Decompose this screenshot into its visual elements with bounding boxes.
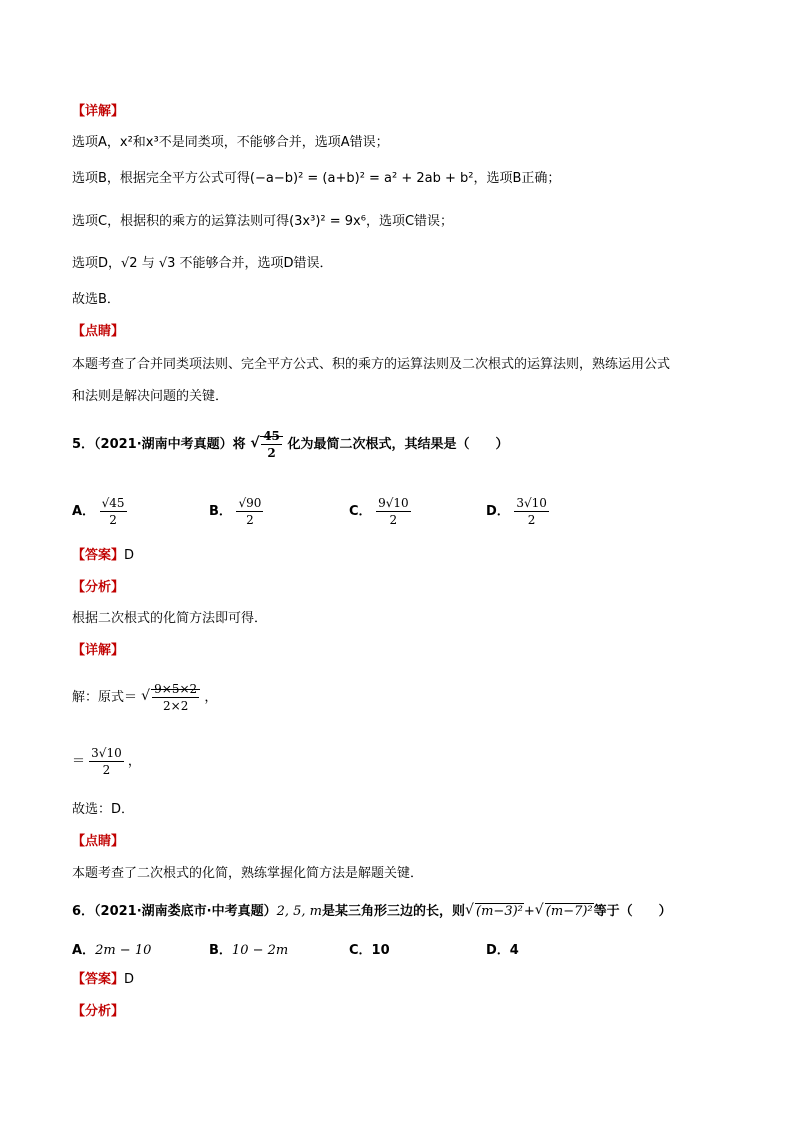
q6-answer: 【答案】D [72,972,135,987]
q6-option-c: C．10 [349,943,390,958]
q6-answer-value: D [124,972,135,987]
option-b-explanation: 选项B，根据完全平方公式可得(−a−b)² = (a+b)² = a² + 2ab + b²，选项B正确； [72,171,561,186]
q5-suffix: 化为最简二次根式，其结果是（ ） [287,437,509,452]
q5-analysis: 根据二次根式的化简方法即可得． [72,611,268,626]
q5-answer-value: D [124,548,135,563]
q5-prefix: 5．（2021·湖南中考真题）将 [72,437,246,452]
detail-tag: 【详解】 [72,104,125,119]
q5-answer: 【答案】D [72,548,135,563]
q5-comment: 本题考查了二次根式的化简，熟练掌握化简方法是解题关键． [72,866,424,881]
conclusion: 故选B． [72,292,120,307]
q5-solution-num: √ 9×5×2 [154,682,198,696]
q5-radicand-num: √ 45 [263,429,280,443]
q6-option-b: B．10 − 2m [209,943,289,958]
option-d-explanation: 选项D，√2 与 √3 不能够合并，选项D错误． [72,256,333,271]
q5-comment-tag: 【点睛】 [72,834,125,849]
comment-tag: 【点睛】 [72,324,125,339]
q5-option-d: D． $\frac{3√10}{2}$ [486,496,547,527]
q5-solution-step-2: ＝ $\frac{3√10}{2}$ ， [72,746,141,777]
q5-solution-step-1: 解：原式＝ √ $\frac{9\times 5\times 2}{2\times 2}$ ， [72,680,217,716]
question-5 [72,428,508,462]
q5-detail-tag: 【详解】 [72,643,125,658]
q5-analysis-tag: 【分析】 [72,580,125,595]
option-a-explanation: 选项A，x²和x³不是同类项，不能够合并，选项A错误； [72,135,389,150]
q5-radicand-den: 2 [267,446,276,460]
option-c-explanation: 选项C，根据积的乘方的运算法则可得(3x³)² = 9x⁶，选项C错误； [72,214,454,229]
q6-analysis-tag: 【分析】 [72,1004,125,1019]
q5-option-c: C． $\frac{9√10}{2}$ [349,496,409,527]
q6-option-d: D．4 [486,943,519,958]
q5-option-b: B． $\frac{√90}{2}$ [209,496,262,527]
q5-option-a: A． $\frac{√45}{2}$ [72,496,125,527]
q5-solution-den: 2×2 [163,699,189,713]
q5-conclusion: 故选：D． [72,802,135,817]
comment-line-1: 本题考查了合并同类项法则、完全平方公式、积的乘方的运算法则及二次根式的运算法则，熟练运用公式 [72,357,671,372]
q5-radical [250,428,283,462]
q6-sides: 2, 5, m [276,904,323,919]
question-6: 6．（2021·湖南娄底市·中考真题）2, 5, m是某三角形三边的长，则√ (m−3)²+√ (m−7)²等于（ ） [72,900,672,924]
comment-line-2: 和法则是解决问题的关键． [72,389,229,404]
q6-option-a: A．2m − 10 [72,943,152,958]
